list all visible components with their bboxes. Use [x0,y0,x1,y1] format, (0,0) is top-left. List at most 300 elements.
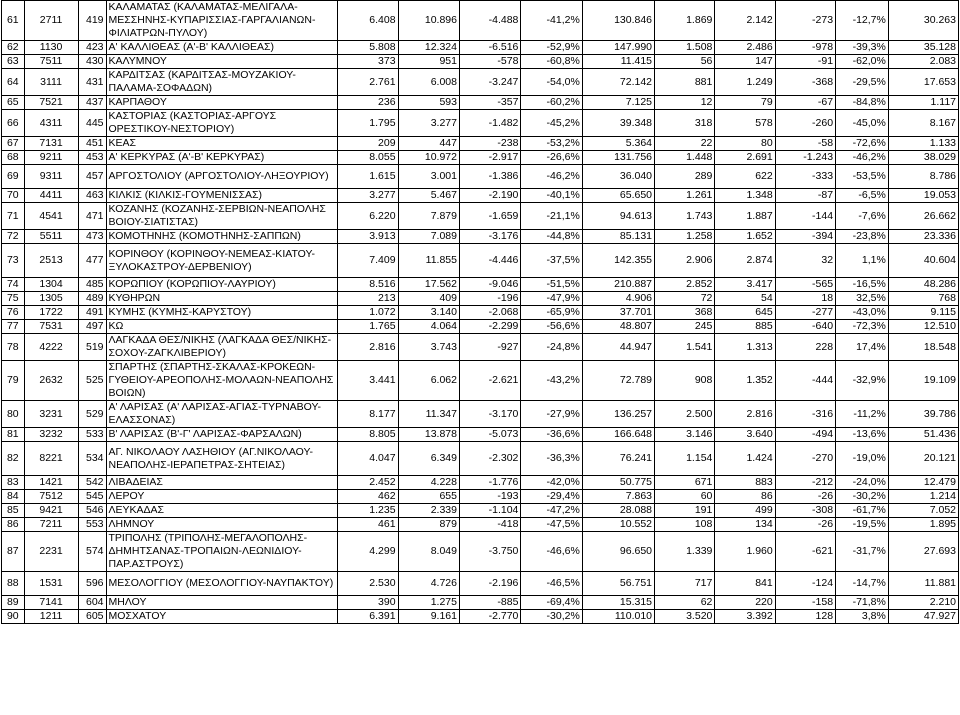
value-cell: 1.652 [715,230,775,244]
code-cell: 1531 [24,572,78,596]
percent-cell: -24,0% [836,476,889,490]
value-cell: 13.878 [398,428,459,442]
id-cell: 529 [78,401,106,428]
difference-cell: -4.446 [459,244,520,278]
value-cell: 5.808 [338,41,398,55]
percent-cell: -24,8% [521,334,582,361]
percent-cell: -21,1% [521,203,582,230]
code-cell: 4541 [24,203,78,230]
value-cell: 2.339 [398,504,459,518]
value-cell: 8.786 [888,165,958,189]
name-cell: ΚΟΖΑΝΗΣ (ΚΟΖΑΝΗΣ-ΣΕΡΒΙΩΝ-ΝΕΑΠΟΛΗΣ ΒΟΙΟΥ-ΣΙΑΤΙΣΤΑΣ) [106,203,338,230]
value-cell: 19.109 [888,361,958,401]
name-cell: ΚΑΡΔΙΤΣΑΣ (ΚΑΡΔΙΤΣΑΣ-ΜΟΥΖΑΚΙΟΥ-ΠΑΛΑΜΑ-ΣΟΦΑΔΩΝ) [106,69,338,96]
difference-cell: -3.176 [459,230,520,244]
name-cell: ΚΑΣΤΟΡΙΑΣ (ΚΑΣΤΟΡΙΑΣ-ΑΡΓΟΥΣ ΟΡΕΣΤΙΚΟΥ-ΝΕΣΤΟΡΙΟΥ) [106,110,338,137]
value-cell: 12.510 [888,320,958,334]
percent-cell: -56,6% [521,320,582,334]
value-cell: 44.947 [582,334,654,361]
row-number-cell: 76 [2,306,25,320]
difference-cell: -196 [459,292,520,306]
difference-cell: -58 [775,137,835,151]
difference-cell: -640 [775,320,835,334]
value-cell: 4.906 [582,292,654,306]
name-cell: ΚΑΛΑΜΑΤΑΣ (ΚΑΛΑΜΑΤΑΣ-ΜΕΛΙΓΑΛΑ-ΜΕΣΣΗΝΗΣ-ΚΥΠΑΡΙΣΣΙΑΣ-ΓΑΡΓΑΛΙΑΝΩΝ-ΦΙΛΙΑΤΡΩΝ-ΠΥΛΟΥ) [106,1,338,41]
difference-cell: -1.386 [459,165,520,189]
id-cell: 534 [78,442,106,476]
difference-cell: -3.170 [459,401,520,428]
value-cell: 147.990 [582,41,654,55]
value-cell: 1.072 [338,306,398,320]
percent-cell: -39,3% [836,41,889,55]
difference-cell: -494 [775,428,835,442]
value-cell: 130.846 [582,1,654,41]
value-cell: 4.064 [398,320,459,334]
value-cell: 220 [715,596,775,610]
value-cell: 7.125 [582,96,654,110]
value-cell: 1.235 [338,504,398,518]
difference-cell: -193 [459,490,520,504]
value-cell: 1.339 [655,532,715,572]
value-cell: 318 [655,110,715,137]
table-row [2,69,959,96]
value-cell: 8.167 [888,110,958,137]
table-row [2,230,959,244]
difference-cell: -1.659 [459,203,520,230]
code-cell: 1722 [24,306,78,320]
value-cell: 51.436 [888,428,958,442]
table-row [2,572,959,596]
percent-cell: -72,6% [836,137,889,151]
difference-cell: -91 [775,55,835,69]
value-cell: 85.131 [582,230,654,244]
percent-cell: -40,1% [521,189,582,203]
value-cell: 9.115 [888,306,958,320]
id-cell: 546 [78,504,106,518]
value-cell: 28.088 [582,504,654,518]
id-cell: 489 [78,292,106,306]
value-cell: 3.520 [655,610,715,624]
difference-cell: -1.243 [775,151,835,165]
value-cell: 1.541 [655,334,715,361]
code-cell: 2711 [24,1,78,41]
percent-cell: -32,9% [836,361,889,401]
table-row [2,278,959,292]
value-cell: 1.258 [655,230,715,244]
table-row [2,137,959,151]
value-cell: 6.349 [398,442,459,476]
difference-cell: -26 [775,490,835,504]
difference-cell: -1.104 [459,504,520,518]
name-cell: ΑΡΓΟΣΤΟΛΙΟΥ (ΑΡΓΟΣΤΟΛΙΟΥ-ΛΗΞΟΥΡΙΟΥ) [106,165,338,189]
code-cell: 9421 [24,504,78,518]
value-cell: 3.640 [715,428,775,442]
value-cell: 1.313 [715,334,775,361]
row-number-cell: 89 [2,596,25,610]
value-cell: 26.662 [888,203,958,230]
row-number-cell: 88 [2,572,25,596]
percent-cell: 17,4% [836,334,889,361]
id-cell: 471 [78,203,106,230]
percent-cell: -19,0% [836,442,889,476]
code-cell: 7211 [24,518,78,532]
name-cell: ΜΟΣΧΑΤΟΥ [106,610,338,624]
value-cell: 1.895 [888,518,958,532]
value-cell: 885 [715,320,775,334]
code-cell: 2231 [24,532,78,572]
difference-cell: -2.302 [459,442,520,476]
percent-cell: -72,3% [836,320,889,334]
table-row [2,334,959,361]
value-cell: 2.852 [655,278,715,292]
percent-cell: -44,8% [521,230,582,244]
value-cell: 10.972 [398,151,459,165]
row-number-cell: 87 [2,532,25,572]
percent-cell: -45,0% [836,110,889,137]
code-cell: 2632 [24,361,78,401]
value-cell: 39.348 [582,110,654,137]
row-number-cell: 79 [2,361,25,401]
difference-cell: -578 [459,55,520,69]
table-row [2,55,959,69]
percent-cell: -43,2% [521,361,582,401]
value-cell: 131.756 [582,151,654,165]
value-cell: 30.263 [888,1,958,41]
table-row [2,244,959,278]
row-number-cell: 70 [2,189,25,203]
id-cell: 477 [78,244,106,278]
percent-cell: -46,5% [521,572,582,596]
value-cell: 373 [338,55,398,69]
difference-cell: -67 [775,96,835,110]
percent-cell: -43,0% [836,306,889,320]
value-cell: 12 [655,96,715,110]
value-cell: 908 [655,361,715,401]
row-number-cell: 74 [2,278,25,292]
id-cell: 445 [78,110,106,137]
percent-cell: -19,5% [836,518,889,532]
difference-cell: -2.917 [459,151,520,165]
id-cell: 451 [78,137,106,151]
value-cell: 80 [715,137,775,151]
percent-cell: -13,6% [836,428,889,442]
difference-cell: 128 [775,610,835,624]
difference-cell: -885 [459,596,520,610]
value-cell: 8.049 [398,532,459,572]
value-cell: 1.117 [888,96,958,110]
row-number-cell: 73 [2,244,25,278]
percent-cell: -71,8% [836,596,889,610]
value-cell: 136.257 [582,401,654,428]
value-cell: 11.881 [888,572,958,596]
value-cell: 1.154 [655,442,715,476]
difference-cell: -418 [459,518,520,532]
value-cell: 593 [398,96,459,110]
percent-cell: -23,8% [836,230,889,244]
difference-cell: -2.299 [459,320,520,334]
percent-cell: -53,5% [836,165,889,189]
name-cell: ΣΠΑΡΤΗΣ (ΣΠΑΡΤΗΣ-ΣΚΑΛΑΣ-ΚΡΟΚΕΩΝ-ΓΥΘΕΙΟΥ-ΑΡΕΟΠΟΛΗΣ-ΜΟΛΑΩΝ-ΝΕΑΠΟΛΗΣ ΒΟΙΩΝ) [106,361,338,401]
code-cell: 7141 [24,596,78,610]
id-cell: 419 [78,1,106,41]
value-cell: 56.751 [582,572,654,596]
name-cell: ΛΑΓΚΑΔΑ ΘΕΣ/ΝΙΚΗΣ (ΛΑΓΚΑΔΑ ΘΕΣ/ΝΙΚΗΣ-ΣΟΧΟΥ-ΖΑΓΚΛΙΒΕΡΙΟΥ) [106,334,338,361]
value-cell: 3.140 [398,306,459,320]
value-cell: 134 [715,518,775,532]
percent-cell: 1,1% [836,244,889,278]
row-number-cell: 81 [2,428,25,442]
code-cell: 3231 [24,401,78,428]
name-cell: ΚΕΑΣ [106,137,338,151]
id-cell: 437 [78,96,106,110]
name-cell: ΚΥΜΗΣ (ΚΥΜΗΣ-ΚΑΡΥΣΤΟΥ) [106,306,338,320]
difference-cell: -333 [775,165,835,189]
percent-cell: -6,5% [836,189,889,203]
value-cell: 8.055 [338,151,398,165]
value-cell: 2.486 [715,41,775,55]
id-cell: 430 [78,55,106,69]
code-cell: 1211 [24,610,78,624]
row-number-cell: 68 [2,151,25,165]
value-cell: 2.530 [338,572,398,596]
value-cell: 147 [715,55,775,69]
difference-cell: -124 [775,572,835,596]
id-cell: 423 [78,41,106,55]
name-cell: ΚΟΡΙΝΘΟΥ (ΚΟΡΙΝΘΟΥ-ΝΕΜΕΑΣ-ΚΙΑΤΟΥ-ΞΥΛΟΚΑΣΤΡΟΥ-ΔΕΡΒΕΝΙΟΥ) [106,244,338,278]
name-cell: ΜΕΣΟΛΟΓΓΙΟΥ (ΜΕΣΟΛΟΓΓΙΟΥ-ΝΑΥΠΑΚΤΟΥ) [106,572,338,596]
percent-cell: 3,8% [836,610,889,624]
value-cell: 15.315 [582,596,654,610]
value-cell: 110.010 [582,610,654,624]
value-cell: 671 [655,476,715,490]
difference-cell: -2.190 [459,189,520,203]
value-cell: 1.743 [655,203,715,230]
value-cell: 499 [715,504,775,518]
value-cell: 289 [655,165,715,189]
value-cell: 7.863 [582,490,654,504]
value-cell: 48.286 [888,278,958,292]
row-number-cell: 65 [2,96,25,110]
difference-cell: -9.046 [459,278,520,292]
row-number-cell: 61 [2,1,25,41]
percent-cell: -14,7% [836,572,889,596]
value-cell: 951 [398,55,459,69]
name-cell: ΑΓ. ΝΙΚΟΛΑΟΥ ΛΑΣΗΘΙΟΥ (ΑΓ.ΝΙΚΟΛΑΟΥ-ΝΕΑΠΟΛΗΣ-ΙΕΡΑΠΕΤΡΑΣ-ΣΗΤΕΙΑΣ) [106,442,338,476]
value-cell: 2.500 [655,401,715,428]
difference-cell: -6.516 [459,41,520,55]
value-cell: 8.516 [338,278,398,292]
value-cell: 578 [715,110,775,137]
percent-cell: -42,0% [521,476,582,490]
table-row [2,96,959,110]
value-cell: 1.352 [715,361,775,401]
row-number-cell: 78 [2,334,25,361]
table-row [2,41,959,55]
percent-cell: -46,2% [836,151,889,165]
table-row [2,442,959,476]
row-number-cell: 90 [2,610,25,624]
difference-cell: -260 [775,110,835,137]
value-cell: 72.142 [582,69,654,96]
value-cell: 236 [338,96,398,110]
value-cell: 54 [715,292,775,306]
code-cell: 5511 [24,230,78,244]
code-cell: 1305 [24,292,78,306]
row-number-cell: 69 [2,165,25,189]
value-cell: 65.650 [582,189,654,203]
value-cell: 96.650 [582,532,654,572]
code-cell: 3232 [24,428,78,442]
percent-cell: -60,8% [521,55,582,69]
value-cell: 881 [655,69,715,96]
value-cell: 22 [655,137,715,151]
code-cell: 1304 [24,278,78,292]
value-cell: 3.392 [715,610,775,624]
difference-cell: -3.750 [459,532,520,572]
code-cell: 7531 [24,320,78,334]
difference-cell: -1.482 [459,110,520,137]
name-cell: Α' ΚΕΡΚΥΡΑΣ (Α'-Β' ΚΕΡΚΥΡΑΣ) [106,151,338,165]
percent-cell: -7,6% [836,203,889,230]
id-cell: 453 [78,151,106,165]
percent-cell: -26,6% [521,151,582,165]
difference-cell: -444 [775,361,835,401]
id-cell: 525 [78,361,106,401]
value-cell: 209 [338,137,398,151]
percent-cell: -46,2% [521,165,582,189]
difference-cell: -308 [775,504,835,518]
code-cell: 9211 [24,151,78,165]
table-row [2,203,959,230]
id-cell: 431 [78,69,106,96]
row-number-cell: 84 [2,490,25,504]
value-cell: 1.765 [338,320,398,334]
value-cell: 1.508 [655,41,715,55]
value-cell: 4.726 [398,572,459,596]
name-cell: ΛΕΥΚΑΔΑΣ [106,504,338,518]
percent-cell: -12,7% [836,1,889,41]
table-row [2,490,959,504]
name-cell: Α' ΛΑΡΙΣΑΣ (Α' ΛΑΡΙΣΑΣ-ΑΓΙΑΣ-ΤΥΡΝΑΒΟΥ-ΕΛΑΣΣΟΝΑΣ) [106,401,338,428]
difference-cell: -2.770 [459,610,520,624]
value-cell: 166.648 [582,428,654,442]
value-cell: 35.128 [888,41,958,55]
value-cell: 17.562 [398,278,459,292]
row-number-cell: 82 [2,442,25,476]
percent-cell: -30,2% [521,610,582,624]
value-cell: 841 [715,572,775,596]
value-cell: 7.052 [888,504,958,518]
id-cell: 485 [78,278,106,292]
value-cell: 23.336 [888,230,958,244]
table-row [2,428,959,442]
table-row [2,504,959,518]
percent-cell: -60,2% [521,96,582,110]
value-cell: 11.855 [398,244,459,278]
table-row [2,518,959,532]
percent-cell: -36,6% [521,428,582,442]
value-cell: 10.552 [582,518,654,532]
value-cell: 390 [338,596,398,610]
percent-cell: -47,5% [521,518,582,532]
code-cell: 8221 [24,442,78,476]
value-cell: 1.424 [715,442,775,476]
value-cell: 18.548 [888,334,958,361]
value-cell: 8.177 [338,401,398,428]
table-row [2,596,959,610]
value-cell: 3.146 [655,428,715,442]
percent-cell: -30,2% [836,490,889,504]
row-number-cell: 66 [2,110,25,137]
value-cell: 7.089 [398,230,459,244]
value-cell: 62 [655,596,715,610]
value-cell: 213 [338,292,398,306]
table-body [2,1,959,624]
value-cell: 462 [338,490,398,504]
value-cell: 3.001 [398,165,459,189]
percent-cell: -53,2% [521,137,582,151]
id-cell: 574 [78,532,106,572]
percent-cell: 32,5% [836,292,889,306]
row-number-cell: 71 [2,203,25,230]
value-cell: 645 [715,306,775,320]
table-row [2,532,959,572]
table-row [2,165,959,189]
data-table [1,0,959,624]
value-cell: 210.887 [582,278,654,292]
id-cell: 519 [78,334,106,361]
id-cell: 491 [78,306,106,320]
value-cell: 19.053 [888,189,958,203]
value-cell: 72.789 [582,361,654,401]
difference-cell: -270 [775,442,835,476]
code-cell: 4222 [24,334,78,361]
difference-cell: -2.621 [459,361,520,401]
value-cell: 622 [715,165,775,189]
difference-cell: -978 [775,41,835,55]
percent-cell: -54,0% [521,69,582,96]
value-cell: 1.448 [655,151,715,165]
value-cell: 2.906 [655,244,715,278]
code-cell: 1130 [24,41,78,55]
difference-cell: -5.073 [459,428,520,442]
value-cell: 2.210 [888,596,958,610]
code-cell: 7511 [24,55,78,69]
row-number-cell: 75 [2,292,25,306]
difference-cell: -357 [459,96,520,110]
difference-cell: -2.196 [459,572,520,596]
percent-cell: -69,4% [521,596,582,610]
value-cell: 2.761 [338,69,398,96]
table-row [2,292,959,306]
value-cell: 17.653 [888,69,958,96]
percent-cell: -11,2% [836,401,889,428]
percent-cell: -51,5% [521,278,582,292]
row-number-cell: 62 [2,41,25,55]
difference-cell: -273 [775,1,835,41]
difference-cell: -144 [775,203,835,230]
name-cell: ΚΩ [106,320,338,334]
code-cell: 7131 [24,137,78,151]
row-number-cell: 85 [2,504,25,518]
name-cell: ΛΗΜΝΟΥ [106,518,338,532]
value-cell: 142.355 [582,244,654,278]
difference-cell: -3.247 [459,69,520,96]
row-number-cell: 72 [2,230,25,244]
value-cell: 7.879 [398,203,459,230]
value-cell: 79 [715,96,775,110]
difference-cell: 228 [775,334,835,361]
